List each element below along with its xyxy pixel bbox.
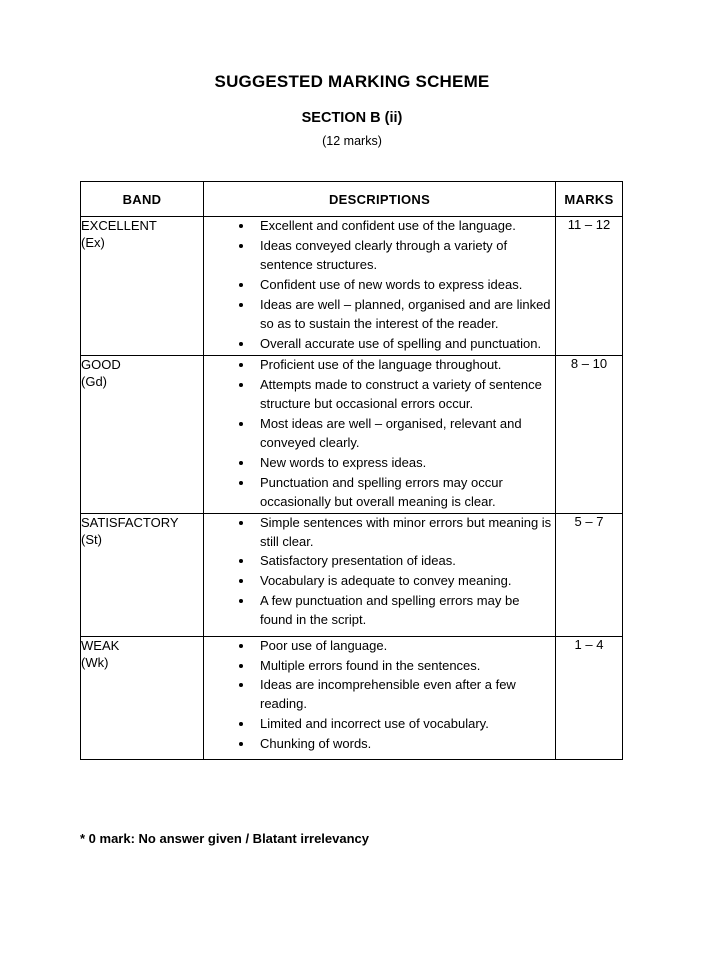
- descriptions-cell: [204, 636, 556, 759]
- bullet-icon: [239, 722, 243, 726]
- band-label-cell: [81, 513, 204, 636]
- list-item-text: Poor use of language.: [260, 637, 388, 653]
- bullet-icon: [239, 303, 243, 307]
- band-abbreviation: (St): [81, 531, 102, 547]
- list-item-text: Ideas are well – planned, organised and are linked so as to sustain the interest of the reader.: [260, 296, 551, 331]
- description-list: [204, 514, 555, 631]
- band-name: GOOD: [81, 356, 121, 372]
- list-item-text: Satisfactory presentation of ideas.: [260, 553, 456, 569]
- bullet-icon: [239, 664, 243, 668]
- marks-range: 1 – 4: [556, 636, 623, 759]
- descriptions-cell: [204, 355, 556, 513]
- band-name: WEAK: [81, 637, 120, 653]
- list-item-text: A few punctuation and spelling errors may be found in the script.: [260, 593, 520, 628]
- band-abbreviation: (Ex): [81, 235, 105, 251]
- list-item: [204, 454, 555, 473]
- list-item-text: Ideas are incomprehensible even after a few reading.: [260, 677, 516, 712]
- marks-range: 11 – 12: [556, 217, 623, 356]
- list-item: [204, 237, 555, 275]
- list-item-text: Punctuation and spelling errors may occur occasionally but overall meaning is clear.: [260, 474, 503, 509]
- bullet-icon: [239, 363, 243, 367]
- list-item: [204, 552, 555, 571]
- marks-range: 5 – 7: [556, 513, 623, 636]
- list-item-text: New words to express ideas.: [260, 454, 427, 470]
- list-item-text: Proficient use of the language throughout.: [260, 356, 502, 372]
- table-row: [81, 636, 623, 759]
- bullet-icon: [239, 579, 243, 583]
- column-header-marks: MARKS: [556, 182, 623, 217]
- list-item-text: Confident use of new words to express ideas.: [260, 276, 523, 292]
- list-item-text: Overall accurate use of spelling and punctuation.: [260, 335, 542, 351]
- table-row: [81, 513, 623, 636]
- table-body: [81, 217, 623, 760]
- descriptions-cell: [204, 513, 556, 636]
- column-header-descriptions: DESCRIPTIONS: [204, 182, 556, 217]
- section-title: SECTION B (ii): [301, 110, 403, 126]
- description-list: [204, 637, 555, 755]
- list-item: [204, 592, 555, 630]
- bullet-icon: [239, 559, 243, 563]
- list-item: [204, 474, 555, 512]
- table-header-row: [81, 182, 623, 217]
- band-label-cell: [81, 636, 204, 759]
- list-item-text: Chunking of words.: [260, 736, 372, 752]
- bullet-icon: [239, 244, 243, 248]
- list-item-text: Multiple errors found in the sentences.: [260, 657, 481, 673]
- list-item: [204, 735, 555, 754]
- bullet-icon: [239, 461, 243, 465]
- list-item: [204, 376, 555, 414]
- bullet-icon: [239, 742, 243, 746]
- list-item: [204, 335, 555, 354]
- bullet-icon: [239, 422, 243, 426]
- list-item-text: Limited and incorrect use of vocabulary.: [260, 716, 489, 732]
- band-label-cell: [81, 355, 204, 513]
- list-item: [204, 572, 555, 591]
- list-item: [204, 356, 555, 375]
- list-item: [204, 296, 555, 334]
- bullet-icon: [239, 383, 243, 387]
- page-title: SUGGESTED MARKING SCHEME: [214, 72, 490, 91]
- list-item: [204, 217, 555, 236]
- bullet-icon: [239, 283, 243, 287]
- band-name: EXCELLENT: [81, 218, 157, 233]
- list-item: [204, 514, 555, 552]
- bullet-icon: [239, 599, 243, 603]
- descriptions-cell: [204, 217, 556, 356]
- list-item: [204, 657, 555, 676]
- bullet-icon: [239, 644, 243, 648]
- band-abbreviation: (Gd): [81, 373, 107, 389]
- section-total-marks: (12 marks): [322, 134, 382, 148]
- marks-range: 8 – 10: [556, 355, 623, 513]
- bullet-icon: [239, 521, 243, 525]
- zero-mark-note: * 0 mark: No answer given / Blatant irrelevancy: [80, 831, 370, 846]
- list-item-text: Attempts made to construct a variety of sentence structure but occasional errors occur.: [260, 376, 542, 411]
- list-item-text: Simple sentences with minor errors but meaning is still clear.: [260, 514, 552, 549]
- column-header-band: BAND: [81, 182, 204, 217]
- bullet-icon: [239, 683, 243, 687]
- bullet-icon: [239, 481, 243, 485]
- list-item: [204, 715, 555, 734]
- band-abbreviation: (Wk): [81, 654, 109, 670]
- list-item: [204, 637, 555, 656]
- list-item: [204, 276, 555, 295]
- bullet-icon: [239, 342, 243, 346]
- table-row: [81, 355, 623, 513]
- table-row: [81, 217, 623, 356]
- band-label-cell: [81, 217, 204, 356]
- marking-scheme-table: [80, 181, 623, 760]
- list-item-text: Vocabulary is adequate to convey meaning.: [260, 573, 512, 589]
- list-item: [204, 676, 555, 714]
- list-item: [204, 415, 555, 453]
- description-list: [204, 356, 555, 512]
- list-item-text: Ideas conveyed clearly through a variety of sentence structures.: [260, 237, 508, 272]
- description-list: [204, 217, 555, 354]
- band-name: SATISFACTORY: [81, 514, 179, 530]
- list-item-text: Excellent and confident use of the language.: [260, 218, 516, 233]
- bullet-icon: [239, 224, 243, 228]
- list-item-text: Most ideas are well – organised, relevant and conveyed clearly.: [260, 415, 522, 450]
